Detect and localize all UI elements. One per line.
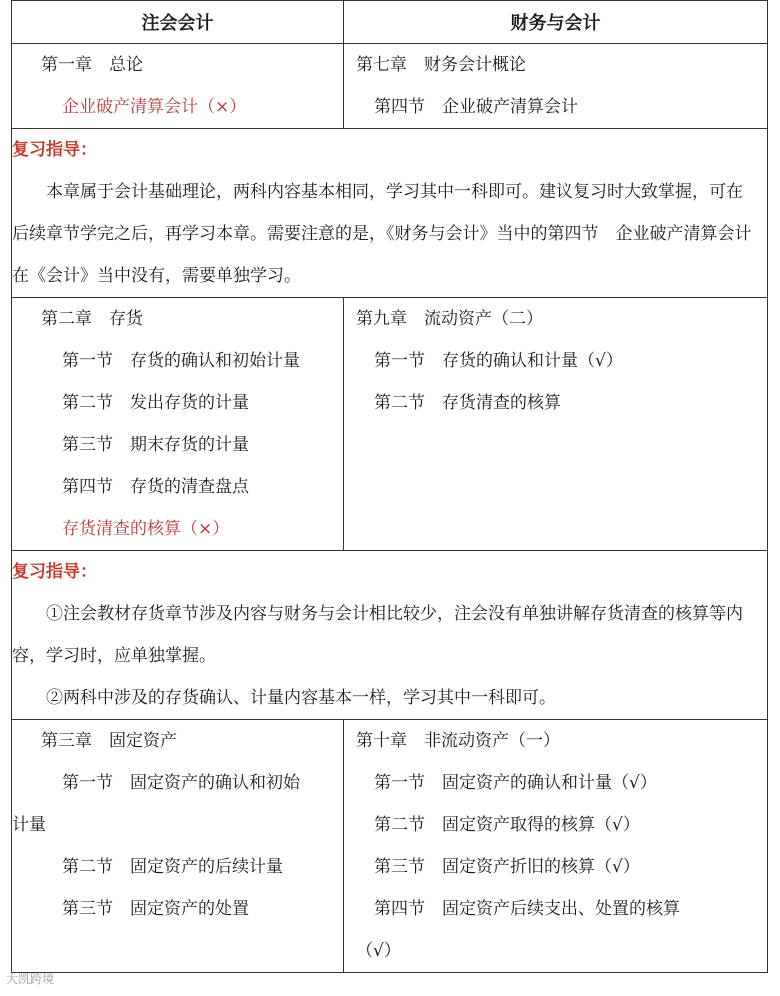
outline-line: 第九章 流动资产（二） (356, 309, 543, 329)
note-paragraph: 本章属于会计基础理论，两科内容基本相同，学习其中一科即可。建议复习时大致掌握，可在后续章节学完之后，再学习本章。需要注意的是，《财务与会计》当中的第四节 企业破产清算会计在《会计》当中没有，需要单独学习。 (12, 182, 752, 286)
outline-line: 第一章 总论 (41, 55, 143, 75)
note-row (12, 551, 768, 720)
outline-line: 第二节 固定资产取得的核算（√） (374, 815, 640, 835)
watermark-footer: 大凯跨境 (6, 972, 55, 986)
block-row (12, 720, 768, 973)
block-row (12, 44, 768, 129)
outline-line: 第三节 固定资产折旧的核算（√） (374, 857, 640, 877)
left-cell-2 (12, 298, 344, 551)
review-note-1 (12, 129, 768, 298)
outline-line: 第一节 固定资产的确认和初始 (62, 773, 300, 793)
note-paragraph: ①注会教材存货章节涉及内容与财务与会计相比较少，注会没有单独讲解存货清查的核算等内容，学习时，应单独掌握。 (12, 604, 743, 666)
outline-line: 计量 (12, 815, 46, 835)
outline-line: 第四节 存货的清查盘点 (62, 477, 249, 497)
review-note-2 (12, 551, 768, 720)
header-left: 注会会计 (12, 1, 344, 44)
outline-line: 第一节 存货的确认和计量（√） (374, 351, 623, 371)
left-cell-1 (12, 44, 344, 129)
outline-line: 第七章 财务会计概论 (356, 55, 526, 75)
header-row (12, 1, 768, 44)
outline-line: 企业破产清算会计（×） (62, 97, 247, 117)
header-right: 财务与会计 (344, 1, 768, 44)
outline-line: 存货清查的核算（×） (62, 519, 230, 539)
left-cell-3 (12, 720, 344, 973)
outline-line: 第四节 企业破产清算会计 (374, 97, 578, 117)
note-row (12, 129, 768, 298)
outline-line: 第二节 存货清查的核算 (374, 393, 561, 413)
note-paragraph: ②两科中涉及的存货确认、计量内容基本一样，学习其中一科即可。 (46, 688, 556, 708)
outline-line: 第三节 期末存货的计量 (62, 435, 249, 455)
outline-line: 第二节 发出存货的计量 (62, 393, 249, 413)
outline-line: 第四节 固定资产后续支出、处置的核算 (374, 899, 680, 919)
outline-line: 第二章 存货 (41, 309, 143, 329)
note-title: 复习指导： (12, 140, 97, 160)
block-row (12, 298, 768, 551)
right-cell-2 (344, 298, 768, 551)
outline-line: 第二节 固定资产的后续计量 (62, 857, 283, 877)
right-cell-3 (344, 720, 768, 973)
outline-line: 第一节 存货的确认和初始计量 (62, 351, 300, 371)
outline-line: 第一节 固定资产的确认和计量（√） (374, 773, 657, 793)
note-title: 复习指导： (12, 562, 97, 582)
outline-line: 第三章 固定资产 (41, 731, 177, 751)
comparison-table (11, 0, 768, 973)
outline-line: （√） (356, 941, 401, 961)
outline-line: 第十章 非流动资产（一） (356, 731, 560, 751)
outline-line: 第三节 固定资产的处置 (62, 899, 249, 919)
right-cell-1 (344, 44, 768, 129)
